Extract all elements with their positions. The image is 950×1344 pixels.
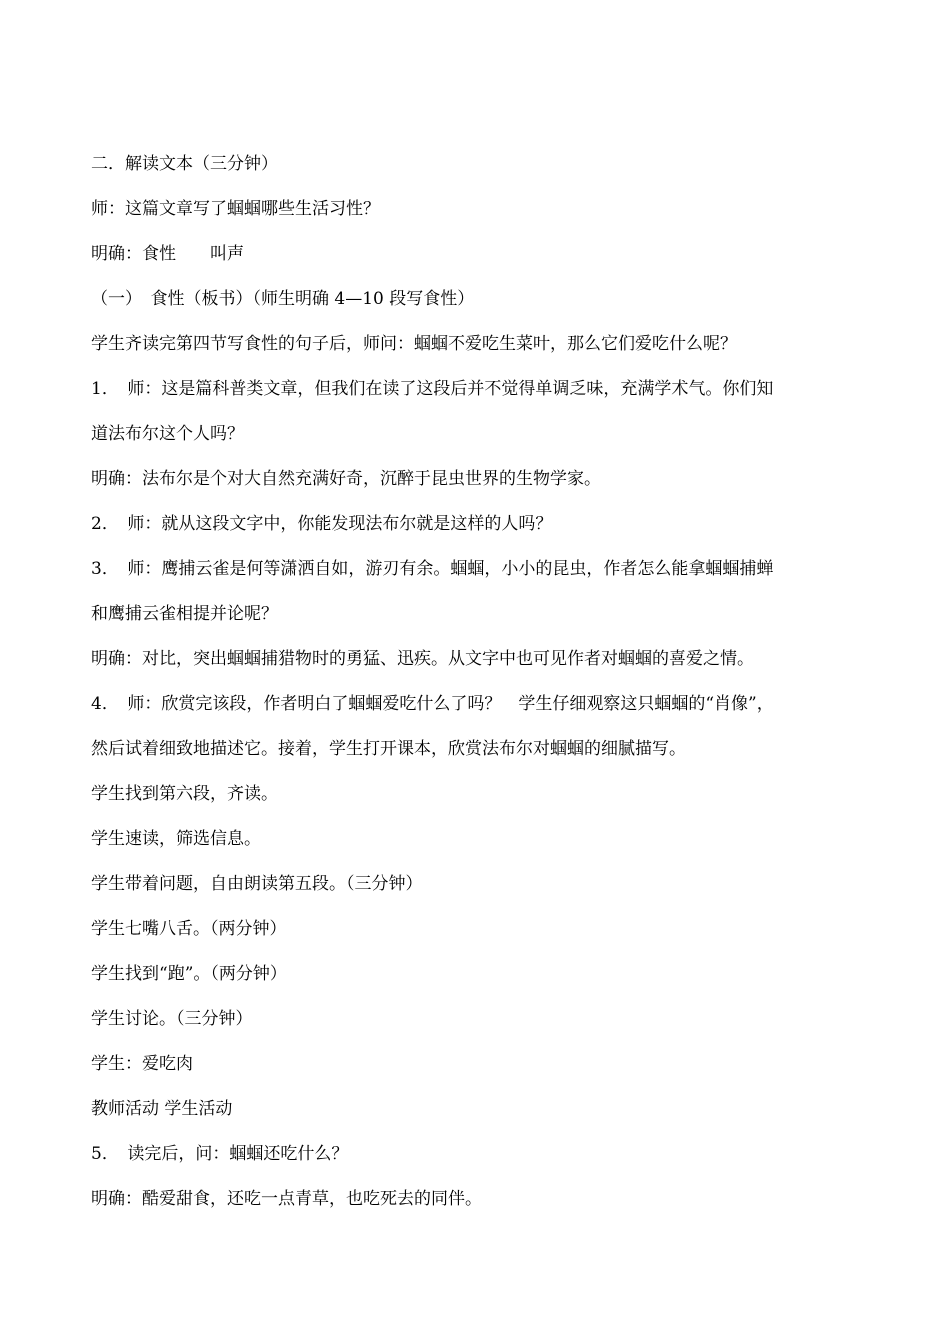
clarification: 明确：对比，突出蝈蝈捕猎物时的勇猛、迅疾。从文字中也可见作者对蝈蝈的喜爱之情。	[91, 649, 754, 669]
numbered-item-3: 3． 师：鹰捕云雀是何等潇洒自如，游刃有余。蝈蝈，小小的昆虫，作者怎么能拿蝈蝈捕蝉	[91, 559, 774, 579]
clarification: 明确：食性 叫声	[91, 244, 244, 264]
document-body	[91, 142, 866, 1222]
student-answer: 学生：爱吃肉	[91, 1054, 193, 1074]
numbered-item-3-continued: 和鹰捕云雀相提并论呢？	[91, 604, 278, 624]
teacher-question: 师：这篇文章写了蝈蝈哪些生活习性？	[91, 199, 380, 219]
numbered-item-1-continued: 道法布尔这个人吗？	[91, 424, 244, 444]
student-activity: 学生找到第六段，齐读。	[91, 784, 278, 804]
clarification: 明确：酷爱甜食，还吃一点青草，也吃死去的同伴。	[91, 1189, 482, 1209]
activity-labels: 教师活动 学生活动	[91, 1099, 233, 1119]
numbered-item-1: 1． 师：这是篇科普类文章，但我们在读了这段后并不觉得单调乏味，充满学术气。你们知	[91, 379, 774, 399]
numbered-item-2: 2． 师：就从这段文字中，你能发现法布尔就是这样的人吗？	[91, 514, 553, 534]
numbered-item-4-continued: 然后试着细致地描述它。接着，学生打开课本，欣赏法布尔对蝈蝈的细腻描写。	[91, 739, 686, 759]
section-heading: 二．解读文本（三分钟）	[91, 154, 278, 174]
student-activity: 学生找到“跑”。（两分钟）	[91, 964, 287, 984]
subsection-heading: （一） 食性（板书）（师生明确 4—10 段写食性）	[91, 289, 475, 309]
student-activity: 学生讨论。（三分钟）	[91, 1009, 253, 1029]
numbered-item-5: 5． 读完后，问：蝈蝈还吃什么？	[91, 1144, 349, 1164]
paragraph: 学生齐读完第四节写食性的句子后，师问：蝈蝈不爱吃生菜叶，那么它们爱吃什么呢？	[91, 334, 737, 354]
numbered-item-4: 4． 师：欣赏完该段，作者明白了蝈蝈爱吃什么了吗？ 学生仔细观察这只蝈蝈的“肖像”，	[91, 694, 774, 714]
student-activity: 学生带着问题，自由朗读第五段。（三分钟）	[91, 874, 423, 894]
student-activity: 学生速读，筛选信息。	[91, 829, 261, 849]
clarification: 明确：法布尔是个对大自然充满好奇，沉醉于昆虫世界的生物学家。	[91, 469, 601, 489]
student-activity: 学生七嘴八舌。（两分钟）	[91, 919, 287, 939]
